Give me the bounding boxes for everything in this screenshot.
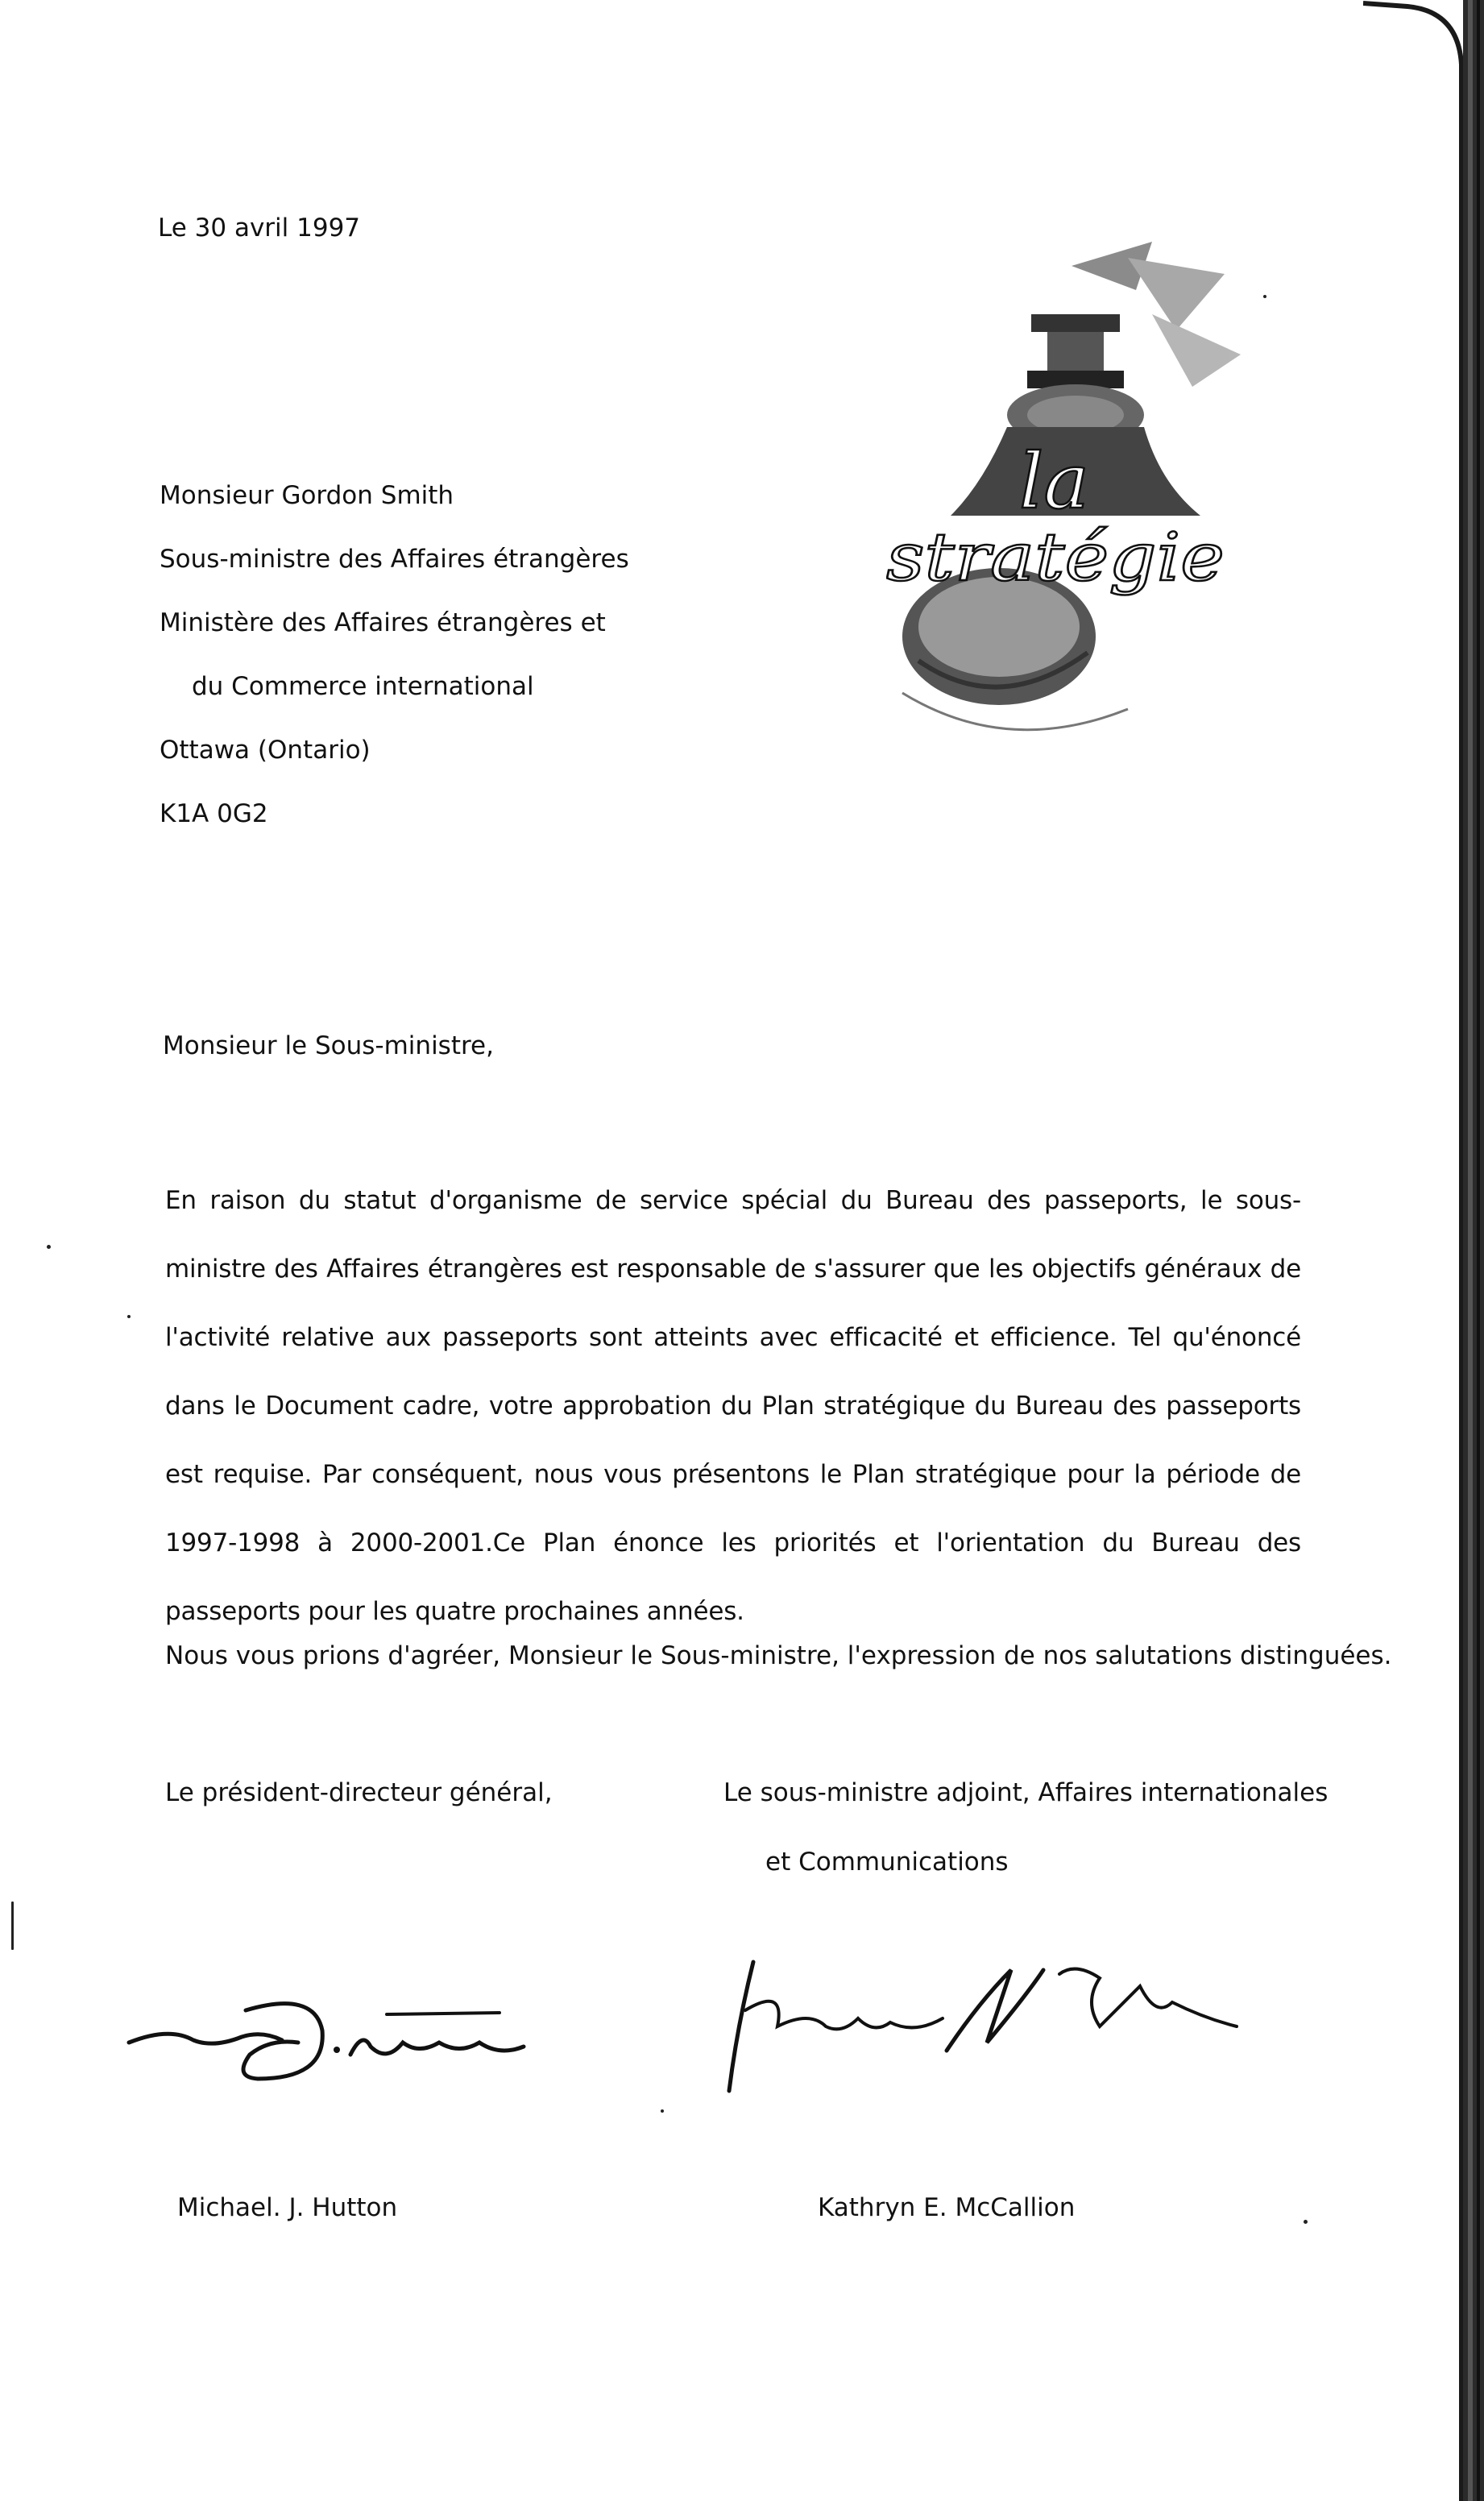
letter-date: Le 30 avril 1997 xyxy=(158,214,361,243)
logo-text-line2: stratégie xyxy=(886,520,1225,596)
recipient-name: Monsieur Gordon Smith xyxy=(160,481,454,510)
recipient-ministry: Ministère des Affaires étrangères et xyxy=(160,608,606,637)
salutation: Monsieur le Sous-ministre, xyxy=(163,1031,494,1060)
closing-formula: Nous vous prions d'agréer, Monsieur le Sous-ministre, l'expression de nos salutations distinguées. xyxy=(165,1641,1392,1670)
scan-speck xyxy=(11,1902,14,1950)
right-signatory-title: Le sous-ministre adjoint, Affaires internationales xyxy=(723,1778,1329,1807)
scan-speck xyxy=(47,1245,51,1249)
scan-speck xyxy=(661,2109,664,2113)
recipient-title: Sous-ministre des Affaires étrangères xyxy=(160,545,629,574)
right-signatory-title-cont: et Communications xyxy=(765,1848,1009,1877)
letter-body: En raison du statut d'organisme de service spécial du Bureau des passeports, le sous-ministre des Affaires étrangères est responsable de s'assurer que les objectifs généraux de l'activité relative aux passeports sont atteints avec efficacité et efficience. Tel qu'énoncé dans le Document cadre, votre approbation du Plan stratégique du Bureau des passeports est requise. Par conséquent, nous vous présentons le Plan stratégique pour la période de 1997-1998 à 2000-2001.Ce Plan énonce les priorités et l'orientation du Bureau des passeports pour les quatre prochaines années. xyxy=(165,1186,1301,1626)
recipient-address xyxy=(160,483,629,865)
scan-speck xyxy=(1304,2220,1308,2224)
recipient-ministry-cont: du Commerce international xyxy=(192,672,534,701)
scan-border xyxy=(1363,0,1484,2501)
signature-hutton xyxy=(121,1966,556,2103)
left-signatory-title: Le président-directeur général, xyxy=(165,1778,553,1807)
signature-mccallion xyxy=(721,1954,1245,2099)
right-signatory-name: Kathryn E. McCallion xyxy=(818,2193,1076,2222)
logo-text-line1: la xyxy=(1019,438,1090,526)
scan-speck xyxy=(127,1315,131,1318)
scan-speck xyxy=(1263,295,1266,298)
left-signatory-name: Michael. J. Hutton xyxy=(177,2193,398,2222)
recipient-city: Ottawa (Ontario) xyxy=(160,736,371,765)
strategy-logo xyxy=(886,242,1249,757)
recipient-postal-code: K1A 0G2 xyxy=(160,799,268,828)
